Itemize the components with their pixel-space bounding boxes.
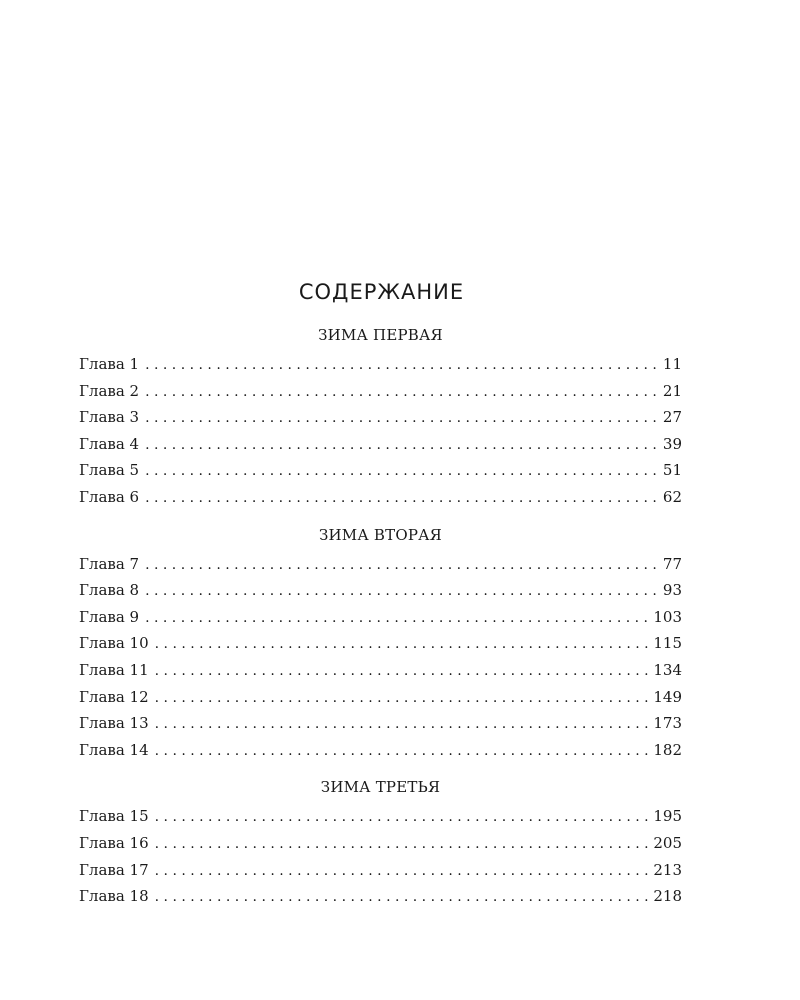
entry-label: Глава 6 (79, 487, 140, 506)
entry-label: Глава 12 (79, 687, 149, 706)
toc-title: СОДЕРЖАНИЕ (298, 280, 465, 304)
dot-leader (145, 458, 659, 485)
entry-label: Глава 5 (79, 461, 140, 480)
entry-page-number: 27 (662, 408, 682, 427)
dot-leader (145, 485, 659, 512)
entry-label: Глава 18 (79, 887, 149, 906)
entry-label: Глава 11 (79, 660, 149, 679)
toc-entry-chapter-12[interactable] (79, 684, 682, 711)
toc-entry-chapter-9[interactable] (79, 604, 682, 631)
toc-entry-chapter-4[interactable] (79, 431, 682, 458)
dot-leader (145, 379, 659, 406)
entry-label: Глава 10 (79, 634, 149, 653)
dot-leader (155, 884, 650, 911)
entry-label: Глава 8 (79, 581, 140, 600)
entry-page-number: 115 (653, 634, 682, 653)
entry-page-number: 93 (662, 581, 682, 600)
toc-entry-chapter-7[interactable] (79, 551, 682, 578)
entry-label: Глава 7 (79, 554, 140, 573)
dot-leader (145, 432, 659, 459)
dot-leader (155, 658, 650, 685)
dot-leader (145, 605, 649, 632)
entry-page-number: 39 (662, 434, 682, 453)
toc-entry-chapter-2[interactable] (79, 378, 682, 405)
dot-leader (145, 405, 659, 432)
toc-section-winter-first (79, 324, 682, 511)
entry-label: Глава 1 (79, 355, 140, 373)
toc-entry-chapter-10[interactable] (79, 630, 682, 657)
toc-section-winter-third (79, 776, 682, 909)
toc-entry-chapter-8[interactable] (79, 577, 682, 604)
entry-label: Глава 3 (79, 408, 140, 427)
toc-entry-chapter-18[interactable] (79, 883, 682, 910)
toc-entry-chapter-11[interactable] (79, 657, 682, 684)
dot-leader (145, 578, 659, 605)
dot-leader (155, 631, 650, 658)
entry-page-number: 195 (653, 807, 682, 826)
toc-entry-chapter-14[interactable] (79, 737, 682, 764)
toc-entry-chapter-5[interactable] (79, 457, 682, 484)
entry-label: Глава 4 (79, 434, 140, 453)
toc-entry-chapter-3[interactable] (79, 404, 682, 431)
entry-label: Глава 9 (79, 607, 140, 626)
entry-label: Глава 14 (79, 740, 149, 759)
entry-label: Глава 17 (79, 860, 149, 879)
dot-leader (155, 804, 650, 831)
entry-page-number: 51 (662, 461, 682, 480)
toc-entry-chapter-17[interactable] (79, 857, 682, 884)
entry-page-number: 218 (653, 887, 682, 906)
dot-leader (155, 685, 650, 712)
entry-page-number: 213 (653, 860, 682, 879)
entry-page-number: 149 (653, 687, 682, 706)
entry-page-number: 21 (662, 381, 682, 400)
section-title: ЗИМА ВТОРАЯ (318, 525, 442, 544)
dot-leader (155, 738, 650, 765)
dot-leader (155, 711, 650, 738)
entry-page-number: 134 (653, 660, 682, 679)
dot-leader (155, 858, 650, 885)
toc-entry-chapter-6[interactable] (79, 484, 682, 511)
entry-page-number: 62 (662, 487, 682, 506)
toc-entry-chapter-16[interactable] (79, 830, 682, 857)
section-title: ЗИМА ТРЕТЬЯ (320, 778, 441, 797)
entry-page-number: 205 (653, 833, 682, 852)
entry-label: Глава 13 (79, 714, 149, 733)
entry-page-number: 77 (662, 554, 682, 573)
entry-page-number: 103 (653, 607, 682, 626)
toc-entry-chapter-15[interactable] (79, 803, 682, 830)
toc-entry-chapter-1[interactable] (79, 351, 682, 378)
entry-label: Глава 16 (79, 833, 149, 852)
section-title: ЗИМА ПЕРВАЯ (318, 326, 443, 344)
dot-leader (155, 831, 650, 858)
dot-leader (145, 352, 659, 379)
entry-page-number: 182 (653, 740, 682, 759)
toc-entry-chapter-13[interactable] (79, 710, 682, 737)
entry-page-number: 11 (662, 355, 682, 373)
toc-page (79, 276, 682, 910)
toc-section-winter-second (79, 524, 682, 764)
entry-label: Глава 2 (79, 381, 140, 400)
entry-page-number: 173 (653, 714, 682, 733)
dot-leader (145, 552, 659, 579)
entry-label: Глава 15 (79, 807, 149, 826)
